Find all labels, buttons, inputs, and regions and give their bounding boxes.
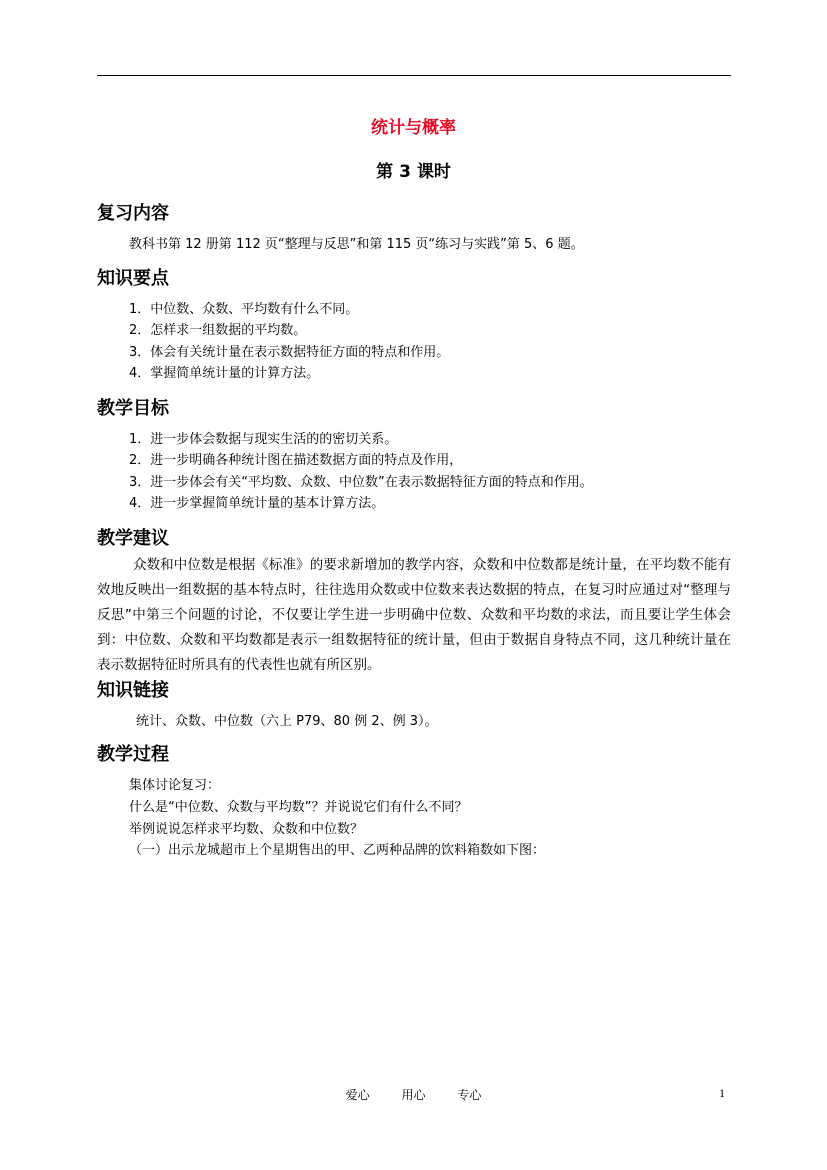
knowledge-link-line: 统计、众数、中位数（六上 P79、80 例 2、例 3）。 <box>136 714 438 729</box>
teaching-suggestion-paragraph <box>97 553 731 678</box>
process-line: 集体讨论复习： <box>129 778 221 793</box>
review-content-line: 教科书第 12 册第 112 页“整理与反思”和第 115 页“练习与实践”第 5、6 题。 <box>129 237 584 252</box>
process-line: 举例说说怎样求平均数、众数和中位数？ <box>129 822 364 837</box>
footer-item: 爱心 <box>345 1088 370 1102</box>
teaching-goal-item: 4．进一步掌握简单统计量的基本计算方法。 <box>129 496 385 511</box>
process-line: （一）出示龙城超市上个星期售出的甲、乙两种品牌的饮料箱数如下图： <box>129 843 546 858</box>
footer-item: 用心 <box>401 1088 426 1102</box>
footer-item: 专心 <box>457 1088 482 1102</box>
section-heading-review-content: 复习内容 <box>97 203 169 224</box>
key-point-item: 1．中位数、众数、平均数有什么不同。 <box>129 302 359 317</box>
key-point-item: 3．体会有关统计量在表示数据特征方面的特点和作用。 <box>129 345 450 360</box>
section-heading-key-points: 知识要点 <box>97 268 169 289</box>
lesson-number: 第 3 课时 <box>376 162 451 182</box>
process-line: 什么是“中位数、众数与平均数”？并说说它们有什么不同？ <box>129 800 468 815</box>
page-number: 1 <box>719 1086 725 1100</box>
section-heading-teaching-goals: 教学目标 <box>97 398 169 419</box>
page-footer <box>0 1086 827 1103</box>
teaching-goal-item: 2．进一步明确各种统计图在描述数据方面的特点及作用， <box>129 453 463 468</box>
key-point-item: 4．掌握简单统计量的计算方法。 <box>129 366 320 381</box>
teaching-goal-item: 3．进一步体会有关“平均数、众数、中位数”在表示数据特征方面的特点和作用。 <box>129 475 593 490</box>
section-heading-teaching-suggestions: 教学建议 <box>97 528 169 549</box>
teaching-goal-item: 1．进一步体会数据与现实生活的的密切关系。 <box>129 432 398 447</box>
key-point-item: 2．怎样求一组数据的平均数。 <box>129 323 307 338</box>
header-rule <box>97 75 731 76</box>
paragraph-text: 众数和中位数是根据《标准》的要求新增加的教学内容，众数和中位数都是统计量，在平均数不能有效地反映出一组数据的基本特点时，往往选用众数或中位数来表达数据的特点，在复习时应通过对“整理与反思”中第三个问题的讨论，不仅要让学生进一步明确中位数、众数和平均数的求法，而且要让学生体会到：中位数、众数和平均数都是表示一组数据特征的统计量，但由于数据自身特点不同，这几种统计量在表示数据特征时所具有的代表性也就有所区别。 <box>97 557 731 673</box>
section-heading-teaching-process: 教学过程 <box>97 744 169 765</box>
document-title: 统计与概率 <box>371 118 456 138</box>
section-heading-knowledge-links: 知识链接 <box>97 680 169 701</box>
